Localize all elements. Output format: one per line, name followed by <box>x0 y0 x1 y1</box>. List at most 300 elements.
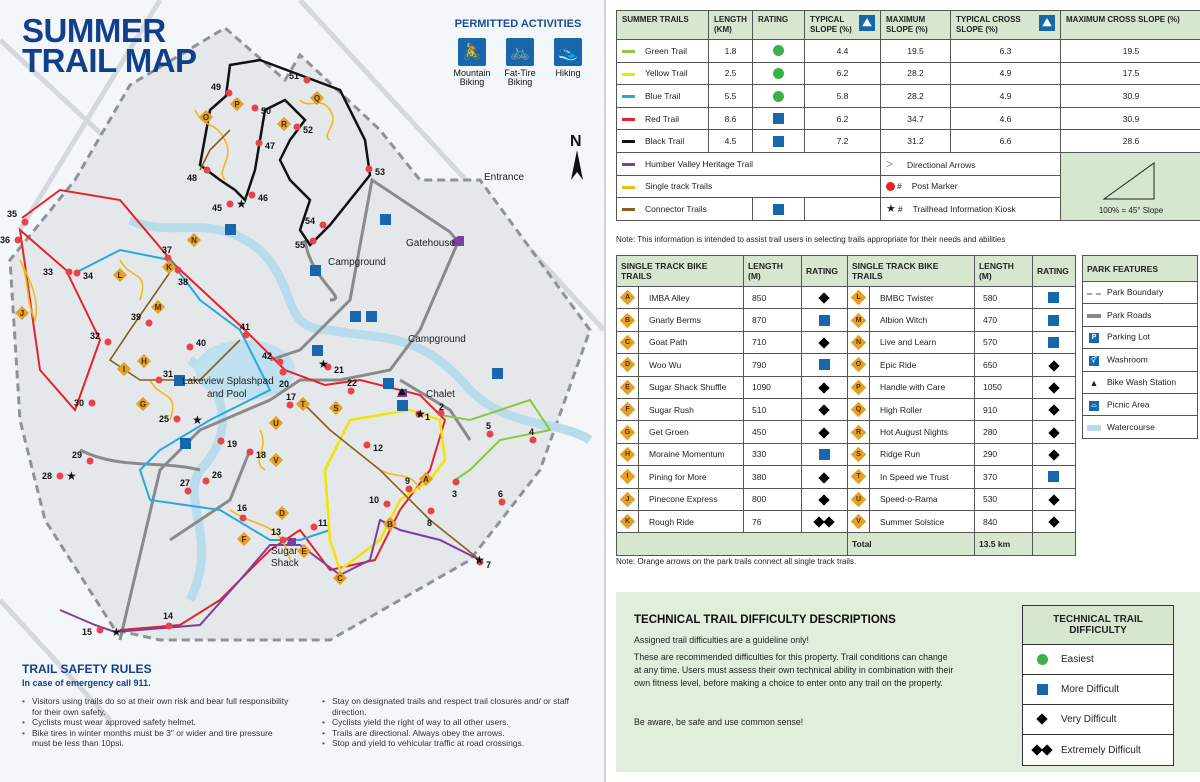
table-header-row <box>617 256 1076 287</box>
post-number: 32 <box>90 331 101 341</box>
trail-rating <box>1032 466 1075 488</box>
trail-length: 330 <box>743 443 801 465</box>
safety-rule: • Cyclists yield the right of way to all other users. <box>322 717 592 728</box>
park-roads-icon <box>1087 310 1101 320</box>
single-track-row <box>617 287 1076 309</box>
column-header: LENGTH (M) <box>974 256 1032 287</box>
trail-rating <box>1032 510 1075 532</box>
post-number: 18 <box>256 450 267 460</box>
column-header-label: TYPICAL SLOPE (%) <box>810 15 852 34</box>
typical-cross-slope: 6.3 <box>951 40 1061 63</box>
max-slope: 31.2 <box>881 130 951 153</box>
max-cross-slope: 17.5 <box>1061 62 1200 85</box>
post-marker-icon <box>311 524 318 531</box>
trail-rating <box>1032 421 1075 443</box>
column-header: SINGLE TRACK BIKE TRAILS <box>617 256 744 287</box>
post-marker-icon <box>22 219 29 226</box>
max-cross-slope: 19.5 <box>1061 40 1200 63</box>
post-number: 25 <box>159 414 170 424</box>
tech-paragraph: Assigned trail difficulties are a guideline only! <box>634 635 809 645</box>
post-marker-icon <box>226 90 233 97</box>
trail-swatch <box>622 118 635 121</box>
single-track-row <box>617 398 1076 420</box>
feature-row <box>1083 349 1198 371</box>
post-marker-icon <box>304 77 311 84</box>
max-slope: 28.2 <box>881 85 951 108</box>
permitted-activities <box>452 18 592 87</box>
kiosk-icon: ★ <box>236 197 247 211</box>
legend-label: Directional Arrows <box>907 159 976 170</box>
park-features-table <box>1082 255 1198 439</box>
trail-name: In Speed we Trust <box>869 466 974 488</box>
blue-square-icon <box>1048 315 1059 326</box>
tech-paragraph: Be aware, be safe and use common sense! <box>634 717 804 727</box>
post-number: 1 <box>425 412 431 422</box>
trail-name: BMBC Twister <box>869 287 974 309</box>
typical-cross-slope: 4.9 <box>951 62 1061 85</box>
trail-name: Pinecone Express <box>639 488 744 510</box>
kiosk-icon: ★ <box>66 469 77 483</box>
kiosk-icon: ★ <box>415 407 426 421</box>
trail-letter: N <box>855 339 862 347</box>
summer-trail-row <box>617 107 1200 130</box>
hiker-icon: ⛰ <box>859 15 875 31</box>
hiking-icon: 👟 <box>554 38 582 66</box>
trail-letter-icon <box>620 357 636 373</box>
total-spacer <box>1032 533 1075 555</box>
post-marker-icon <box>249 192 256 199</box>
post-marker-icon <box>74 270 81 277</box>
trail-rating <box>753 130 805 153</box>
trail-letter-marker <box>617 398 639 420</box>
typical-cross-slope: 4.9 <box>951 85 1061 108</box>
green-circle-icon <box>773 45 784 56</box>
post-number: 54 <box>305 216 316 226</box>
legend-label: Trailhead Information Kiosk <box>912 204 1016 215</box>
trail-letter-icon <box>851 469 867 485</box>
post-number: 46 <box>258 193 269 203</box>
trail-name-label: Green Trail <box>645 45 688 56</box>
post-marker-icon <box>487 431 494 438</box>
activity-label: Mountain <box>453 68 491 78</box>
post-number: 12 <box>373 443 384 453</box>
trail-name: Woo Wu <box>639 354 744 376</box>
trail-length: 570 <box>974 331 1032 353</box>
trail-name: Hot August Nights <box>869 421 974 443</box>
trail-rating <box>753 85 805 108</box>
trail-letter-icon <box>851 357 867 373</box>
safety-list-right <box>322 696 592 749</box>
trail-letter: H <box>624 451 631 459</box>
trail-length: 850 <box>743 287 801 309</box>
page-title <box>22 12 197 79</box>
kiosk-icon: ★ <box>192 413 203 427</box>
post-number: 28 <box>42 471 53 481</box>
trail-letter: K <box>624 518 631 526</box>
column-header: MAXIMUM CROSS SLOPE (%) <box>1061 11 1200 40</box>
trail-length: 5.5 <box>709 85 753 108</box>
trail-name: Get Groen <box>639 421 744 443</box>
post-number: 55 <box>295 240 306 250</box>
post-number: 5 <box>486 421 492 431</box>
legend-cell <box>753 198 805 221</box>
trail-letter: B <box>624 316 631 324</box>
post-number: 10 <box>369 495 380 505</box>
difficulty-more <box>1023 675 1173 705</box>
blue-square-icon <box>819 449 830 460</box>
black-diamond-icon <box>819 427 830 438</box>
post-number: 38 <box>178 277 189 287</box>
post-number: 50 <box>261 106 272 116</box>
column-header-label: TYPICAL CROSS SLOPE (%) <box>956 15 1021 34</box>
trail-length: 650 <box>974 354 1032 376</box>
feature-row <box>1083 371 1198 393</box>
post-marker-icon <box>166 623 173 630</box>
column-header: MAXIMUM SLOPE (%) <box>881 11 951 40</box>
legend-cell <box>881 175 1061 198</box>
post-marker-icon <box>146 320 153 327</box>
post-number: 19 <box>227 439 238 449</box>
post-number: 35 <box>7 209 18 219</box>
post-marker-icon <box>364 442 371 449</box>
max-cross-slope: 30.9 <box>1061 107 1200 130</box>
trail-letter-icon <box>851 380 867 396</box>
post-number: 52 <box>303 125 314 135</box>
post-number: 8 <box>427 518 433 528</box>
feature-label: Park Roads <box>1107 309 1152 320</box>
post-marker-icon <box>287 402 294 409</box>
black-diamond-icon <box>819 405 830 416</box>
park-boundary-icon <box>1087 288 1101 298</box>
max-slope: 34.7 <box>881 107 951 130</box>
post-marker-icon <box>156 377 163 384</box>
blue-square-icon <box>1048 292 1059 303</box>
trail-letter: M <box>154 303 162 312</box>
trail-letter-marker <box>617 309 639 331</box>
legend-label: Humber Valley Heritage Trail <box>645 158 754 169</box>
black-diamond-icon <box>819 494 830 505</box>
parking-icon <box>180 438 191 449</box>
post-number: 53 <box>375 167 386 177</box>
black-diamond-icon <box>1048 517 1059 528</box>
post-marker-icon <box>453 479 460 486</box>
feature-label: Park Boundary <box>1107 287 1164 298</box>
trail-length: 370 <box>974 466 1032 488</box>
trail-name: Speed-o-Rama <box>869 488 974 510</box>
trail-letter-icon <box>851 402 867 418</box>
north-label: N <box>570 133 582 150</box>
picnic-icon <box>310 265 321 276</box>
post-marker-icon <box>243 332 250 339</box>
trail-letter-marker <box>617 421 639 443</box>
max-slope: 19.5 <box>881 40 951 63</box>
trail-length: 790 <box>743 354 801 376</box>
trail-letter: J <box>19 309 25 318</box>
post-marker-icon <box>185 488 192 495</box>
post-marker-icon <box>406 486 413 493</box>
post-marker-icon <box>240 515 247 522</box>
heritage-swatch <box>622 163 635 166</box>
trail-rating <box>801 443 847 465</box>
post-marker-icon <box>203 478 210 485</box>
trail-name: Albion Witch <box>869 309 974 331</box>
post-number: 16 <box>237 503 248 513</box>
post-number: 13 <box>271 527 282 537</box>
trail-letter: L <box>117 271 123 280</box>
trail-letter-marker <box>847 287 869 309</box>
trail-letter-icon <box>620 402 636 418</box>
campground-label: Campground <box>408 334 466 345</box>
difficulty-easiest <box>1023 645 1173 675</box>
trail-letter: J <box>625 495 630 503</box>
post-number: 9 <box>405 476 411 486</box>
feature-label: Bike Wash Station <box>1107 376 1177 387</box>
trail-length: 380 <box>743 466 801 488</box>
post-marker-icon <box>366 166 373 173</box>
typical-slope: 6.2 <box>805 107 881 130</box>
post-number: 42 <box>262 351 273 361</box>
trail-name: Sugar Rush <box>639 398 744 420</box>
post-marker-icon <box>15 237 22 244</box>
post-number: 2 <box>439 402 445 412</box>
post-marker-icon <box>105 339 112 346</box>
trail-length: 530 <box>974 488 1032 510</box>
trail-rating <box>801 376 847 398</box>
trail-rating <box>1032 354 1075 376</box>
more-difficult-icon <box>773 204 784 215</box>
tech-paragraph: These are recommended difficulties for this property. Trail conditions can change at any time. Users must assess their own technical ability in combination with their own fitness level, before making a choice to enter onto any trail on the property. <box>634 652 954 688</box>
washroom-icon <box>383 378 394 389</box>
trail-name: IMBA Alley <box>639 287 744 309</box>
post-number: 29 <box>72 450 83 460</box>
trail-letter-marker <box>847 309 869 331</box>
trail-letter-marker <box>847 466 869 488</box>
difficulty-legend <box>1022 605 1174 766</box>
trail-length: 580 <box>974 287 1032 309</box>
trail-letter-icon <box>620 335 636 351</box>
difficulty-label: Easiest <box>1061 654 1094 665</box>
feature-row <box>1083 304 1198 326</box>
trail-letter: R <box>281 120 287 129</box>
table-header-row <box>617 11 1200 40</box>
trail-letter-icon <box>620 469 636 485</box>
trail-rating <box>801 398 847 420</box>
directional-arrow-icon: > <box>886 156 894 171</box>
post-number: 30 <box>74 398 85 408</box>
black-diamond-icon <box>819 293 830 304</box>
black-diamond-icon <box>1048 360 1059 371</box>
trail-letter: D <box>279 509 285 518</box>
trail-letter-icon <box>851 312 867 328</box>
post-marker-icon <box>87 458 94 465</box>
post-number: 34 <box>83 271 94 281</box>
trail-rating <box>1032 443 1075 465</box>
trail-length: 800 <box>743 488 801 510</box>
column-header: LENGTH (M) <box>743 256 801 287</box>
column-header: RATING <box>753 11 805 40</box>
title-line-1: SUMMER <box>22 12 166 49</box>
column-header-typical-slope <box>805 11 881 40</box>
sugar-shack-label: Sugar <box>271 546 298 557</box>
trail-letter: U <box>273 419 279 428</box>
trail-letter: R <box>855 428 862 436</box>
typical-cross-slope: 4.6 <box>951 107 1061 130</box>
blue-square-icon <box>1048 337 1059 348</box>
trail-rating <box>1032 287 1075 309</box>
trail-letter: O <box>202 113 210 122</box>
black-diamond-icon <box>819 338 830 349</box>
trail-letter: A <box>624 294 631 302</box>
emergency-note: In case of emergency call 911. <box>22 678 151 688</box>
trail-letter: U <box>855 495 862 503</box>
black-diamond-icon <box>1048 494 1059 505</box>
black-diamond-icon <box>1048 405 1059 416</box>
trail-length: 510 <box>743 398 801 420</box>
max-cross-slope: 30.9 <box>1061 85 1200 108</box>
parking-icon <box>380 214 391 225</box>
trail-letter: P <box>234 100 240 109</box>
trail-name: Sugar Shack Shuffle <box>639 376 744 398</box>
legend-cell <box>617 152 881 175</box>
green-circle-icon <box>773 68 784 79</box>
entrance-label: Entrance <box>484 172 525 183</box>
trail-letter: F <box>625 406 630 414</box>
trail-letter-icon <box>851 424 867 440</box>
summer-trail-row <box>617 85 1200 108</box>
trail-letter: D <box>624 361 631 369</box>
trail-letter-icon <box>620 447 636 463</box>
post-marker-icon <box>252 105 259 112</box>
black-diamond-icon <box>819 472 830 483</box>
trail-letter: I <box>122 365 126 374</box>
trail-letter: K <box>166 263 172 272</box>
tech-title: TECHNICAL TRAIL DIFFICULTY DESCRIPTIONS <box>634 614 896 626</box>
post-marker-icon <box>310 238 317 245</box>
washroom-icon: ⚥ <box>1090 356 1098 364</box>
trail-letter-marker <box>617 376 639 398</box>
post-number: 6 <box>498 489 504 499</box>
feature-row <box>1083 416 1198 438</box>
trail-letter-icon <box>851 447 867 463</box>
kiosk-icon: ★ <box>111 625 122 639</box>
trail-length: 8.6 <box>709 107 753 130</box>
trail-letter: M <box>855 316 862 324</box>
post-number: 15 <box>82 627 93 637</box>
feature-label: Watercourse <box>1107 421 1155 432</box>
post-number: 45 <box>212 203 223 213</box>
legend-cell <box>805 198 881 221</box>
parking-icon <box>312 345 323 356</box>
parking-icon <box>225 224 236 235</box>
post-marker-icon <box>218 438 225 445</box>
trail-name: Gnarly Berms <box>639 309 744 331</box>
single-track-row <box>617 376 1076 398</box>
trail-rating <box>1032 376 1075 398</box>
kiosk-icon: ★ <box>318 357 329 371</box>
trail-letter-icon <box>620 312 636 328</box>
trail-letter-icon <box>620 290 636 306</box>
trail-safety-rules <box>22 662 592 749</box>
north-arrow-icon <box>571 150 583 180</box>
legend-cell <box>881 152 1061 175</box>
difficulty-legend-title: TECHNICAL TRAIL DIFFICULTY <box>1023 606 1173 645</box>
trail-length: 290 <box>974 443 1032 465</box>
trail-name <box>617 62 709 85</box>
summer-trail-row <box>617 40 1200 63</box>
feature-row <box>1083 282 1198 304</box>
parking-icon <box>366 311 377 322</box>
legend-cell <box>617 198 753 221</box>
post-marker-icon <box>57 473 64 480</box>
post-number: 11 <box>318 518 328 528</box>
post-marker-icon <box>428 508 435 515</box>
trail-name <box>617 107 709 130</box>
typical-slope: 5.8 <box>805 85 881 108</box>
trail-letter: G <box>624 428 631 436</box>
trail-letter-icon <box>620 380 636 396</box>
post-marker-icon <box>165 255 172 262</box>
trail-letter-marker <box>847 331 869 353</box>
fat-tire-bike-icon: 🚲 <box>506 38 534 66</box>
total-value: 13.5 km <box>974 533 1032 555</box>
trail-length: 2.5 <box>709 62 753 85</box>
post-number: 39 <box>131 312 142 322</box>
feature-label: Washroom <box>1107 354 1148 365</box>
trail-letter-marker <box>847 376 869 398</box>
single-track-row <box>617 309 1076 331</box>
single-track-note: Note: Orange arrows on the park trails connect all single track trails. <box>616 557 857 566</box>
post-number: 4 <box>529 427 535 437</box>
hiker-icon: ⛰ <box>1039 15 1055 31</box>
connector-swatch <box>622 208 635 211</box>
trail-length: 910 <box>974 398 1032 420</box>
summer-trail-row <box>617 62 1200 85</box>
title-line-2: TRAIL MAP <box>22 42 197 79</box>
trail-name-label: Blue Trail <box>645 90 681 101</box>
total-label: Total <box>847 533 974 555</box>
trail-rating <box>1032 331 1075 353</box>
trail-name: Handle with Care <box>869 376 974 398</box>
safety-list-left <box>22 696 292 749</box>
single-track-row <box>617 354 1076 376</box>
black-diamond-icon <box>1036 714 1047 725</box>
post-marker-icon <box>886 182 895 191</box>
post-number: 37 <box>162 245 173 255</box>
post-number: 17 <box>286 392 297 402</box>
safety-rule: • Cyclists must wear approved safety helmet. <box>22 717 292 728</box>
watercourse-icon <box>1087 422 1101 432</box>
trail-rating <box>1032 398 1075 420</box>
black-diamond-icon <box>1048 382 1059 393</box>
campground-label: Campground <box>328 257 386 268</box>
trail-name: Epic Ride <box>869 354 974 376</box>
single-track-swatch <box>622 186 635 189</box>
trail-rating <box>801 331 847 353</box>
trail-name: Ridge Run <box>869 443 974 465</box>
post-marker-icon <box>530 437 537 444</box>
summer-note: Note: This information is intended to assist trail users in selecting trails appropriate for their needs and abilities <box>616 235 1006 244</box>
difficulty-label: Extremely Difficult <box>1061 744 1141 756</box>
trail-name: Summer Solstice <box>869 510 974 532</box>
trail-name: Moraine Momentum <box>639 443 744 465</box>
trail-letter-marker <box>617 443 639 465</box>
post-number: 31 <box>163 369 174 379</box>
black-diamond-icon <box>824 517 835 528</box>
kiosk-star-icon: ★ <box>886 203 896 216</box>
safety-rule: • Trails are directional. Always obey the arrows. <box>322 728 592 739</box>
difficulty-very <box>1023 705 1173 735</box>
column-header: SINGLE TRACK BIKE TRAILS <box>847 256 974 287</box>
